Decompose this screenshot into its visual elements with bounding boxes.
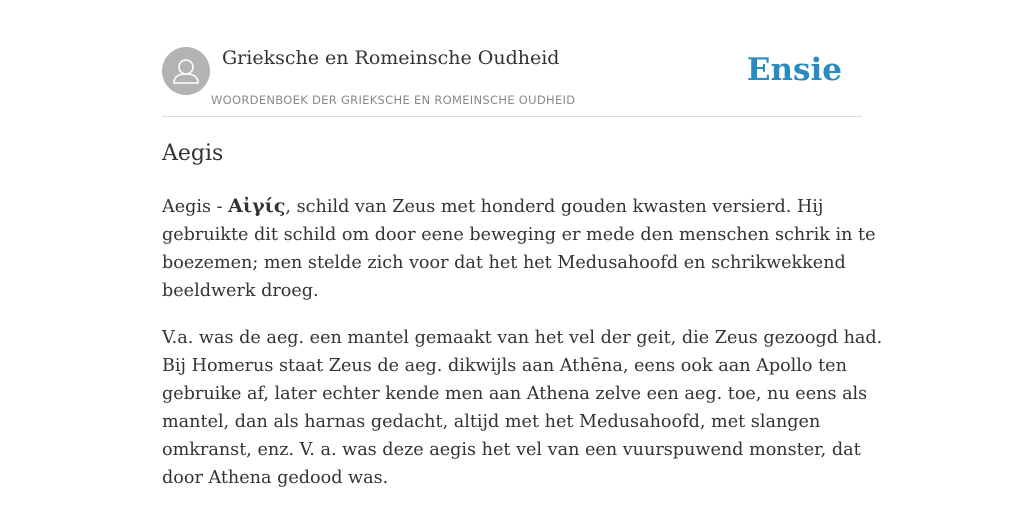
entry-paragraph-2 [162, 324, 883, 492]
paragraph-line: beeldwerk droeg. [162, 281, 319, 301]
entry-term: Aegis - [162, 197, 229, 217]
entry-title: Aegis [162, 141, 224, 166]
paragraph-line: mantel, dan als harnas gedacht, altijd met het Medusahoofd, met slangen [162, 412, 821, 432]
paragraph-line: Bij Homerus staat Zeus de aeg. dikwijls aan Athēna, eens ook aan Apollo ten [162, 356, 847, 376]
entry-body [162, 192, 883, 511]
paragraph-line: omkranst, enz. V. a. was deze aegis het vel van een vuurspuwend monster, dat [162, 440, 861, 460]
paragraph-line: gebruike af, later echter kende men aan Athena zelve een aeg. toe, nu eens als [162, 384, 868, 404]
paragraph-line: door Athena gedood was. [162, 468, 389, 488]
paragraph-line: boezemen; men stelde zich voor dat het het Medusahoofd en schrikwekkend [162, 253, 846, 273]
source-title[interactable]: Grieksche en Romeinsche Oudheid [222, 47, 560, 69]
source-subtitle: WOORDENBOEK DER GRIEKSCHE EN ROMEINSCHE OUDHEID [211, 93, 576, 107]
paragraph-line [162, 192, 862, 221]
user-icon-graphic [162, 47, 210, 95]
greek-term: Αἰγίς [228, 195, 286, 217]
user-icon[interactable] [162, 47, 210, 95]
entry-paragraph-1 [162, 192, 876, 305]
site-header [162, 46, 862, 117]
paragraph-line: gebruikte dit schild om door eene beweging er mede den menschen schrik in te [162, 225, 876, 245]
brand-logo[interactable]: Ensie [746, 52, 842, 88]
paragraph-line: V.a. was de aeg. een mantel gemaakt van het vel der geit, die Zeus gezoogd had. [162, 328, 883, 348]
paragraph-text: , schild van Zeus met honderd gouden kwasten versierd. Hij [285, 197, 824, 217]
